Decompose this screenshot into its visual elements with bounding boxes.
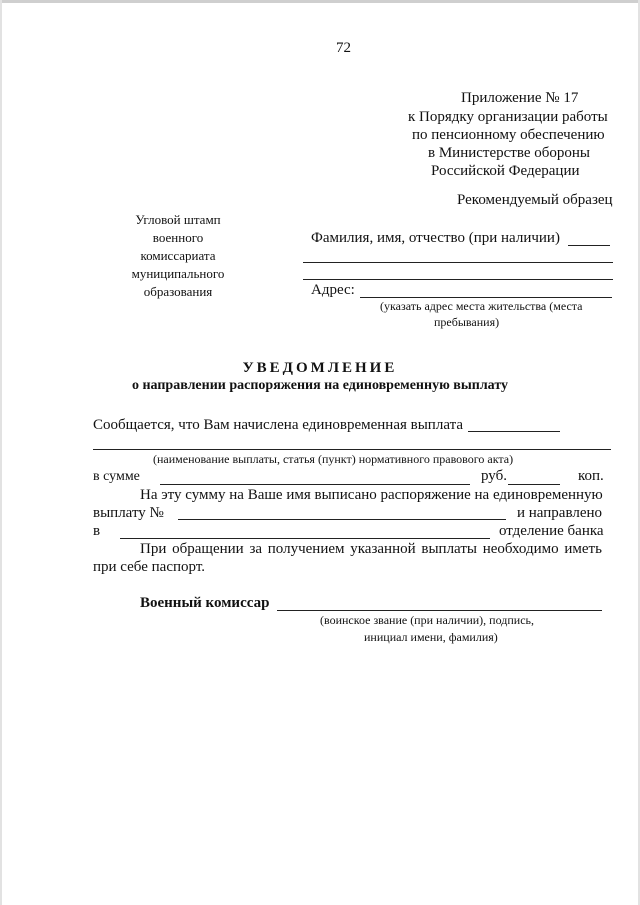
payment-amount-field[interactable] [468,431,560,432]
payment-hint: (наименование выплаты, статья (пункт) нормативного правового акта) [153,452,514,466]
stamp-line-2: военного [152,230,204,245]
appendix-line-3: по пенсионному обеспечению [412,127,605,143]
fio-field-line-2[interactable] [303,262,613,263]
address-label: Адрес: [311,282,355,298]
stamp-line-5: образования [143,284,213,299]
order-line-1: На эту сумму на Ваше имя выписано распоряжение на единовременную [140,487,603,503]
order-line-2-end: и направлено [517,505,603,521]
page-edge-top [0,0,640,3]
page-number: 72 [336,40,351,56]
page-edge-left [0,0,2,905]
sum-label: в сумме [93,469,140,484]
document-title: УВЕДОМЛЕНИЕ [242,360,398,376]
kop-label: коп. [578,468,604,484]
signature-hint-line-1: (воинское звание (при наличии), подпись, [320,613,534,627]
order-line-2-start: выплату № [93,505,164,521]
recommended-sample: Рекомендуемый образец [457,192,613,208]
stamp-line-3: комиссариата [140,248,216,263]
address-hint-line-2: пребывания) [434,315,500,329]
signature-hint-line-2: инициал имени, фамилия) [364,630,498,644]
kop-field[interactable] [508,484,560,485]
appendix-line-5: Российской Федерации [431,163,580,179]
fio-label: Фамилия, имя, отчество (при наличии) [311,230,560,246]
stamp-line-4: муниципального [131,266,225,281]
signature-field[interactable] [277,610,602,611]
document-subtitle: о направлении распоряжения на единовременную выплату [131,378,509,393]
order-number-field[interactable] [178,519,506,520]
passport-line-2: при себе паспорт. [93,559,205,575]
address-hint-line-1: (указать адрес места жительства (места [380,299,583,313]
fio-field-line-3[interactable] [303,279,613,280]
appendix-line-4: в Министерстве обороны [428,145,590,161]
fio-field-short[interactable] [568,245,610,246]
signature-label: Военный комиссар [140,595,270,611]
passport-line-1: При обращении за получением указанной выплаты необходимо иметь [140,541,602,557]
stamp-line-1: Угловой штамп [135,212,221,227]
sum-field[interactable] [160,484,470,485]
bank-line-start: в [93,523,101,539]
intro-text: Сообщается, что Вам начислена единовременная выплата [93,417,463,433]
payment-name-field[interactable] [93,449,611,450]
appendix-line-1: Приложение № 17 [461,90,579,106]
address-field[interactable] [360,297,612,298]
rub-label: руб. [481,468,507,484]
appendix-line-2: к Порядку организации работы [408,109,608,125]
bank-field[interactable] [120,538,490,539]
bank-line-end: отделение банка [499,523,604,539]
